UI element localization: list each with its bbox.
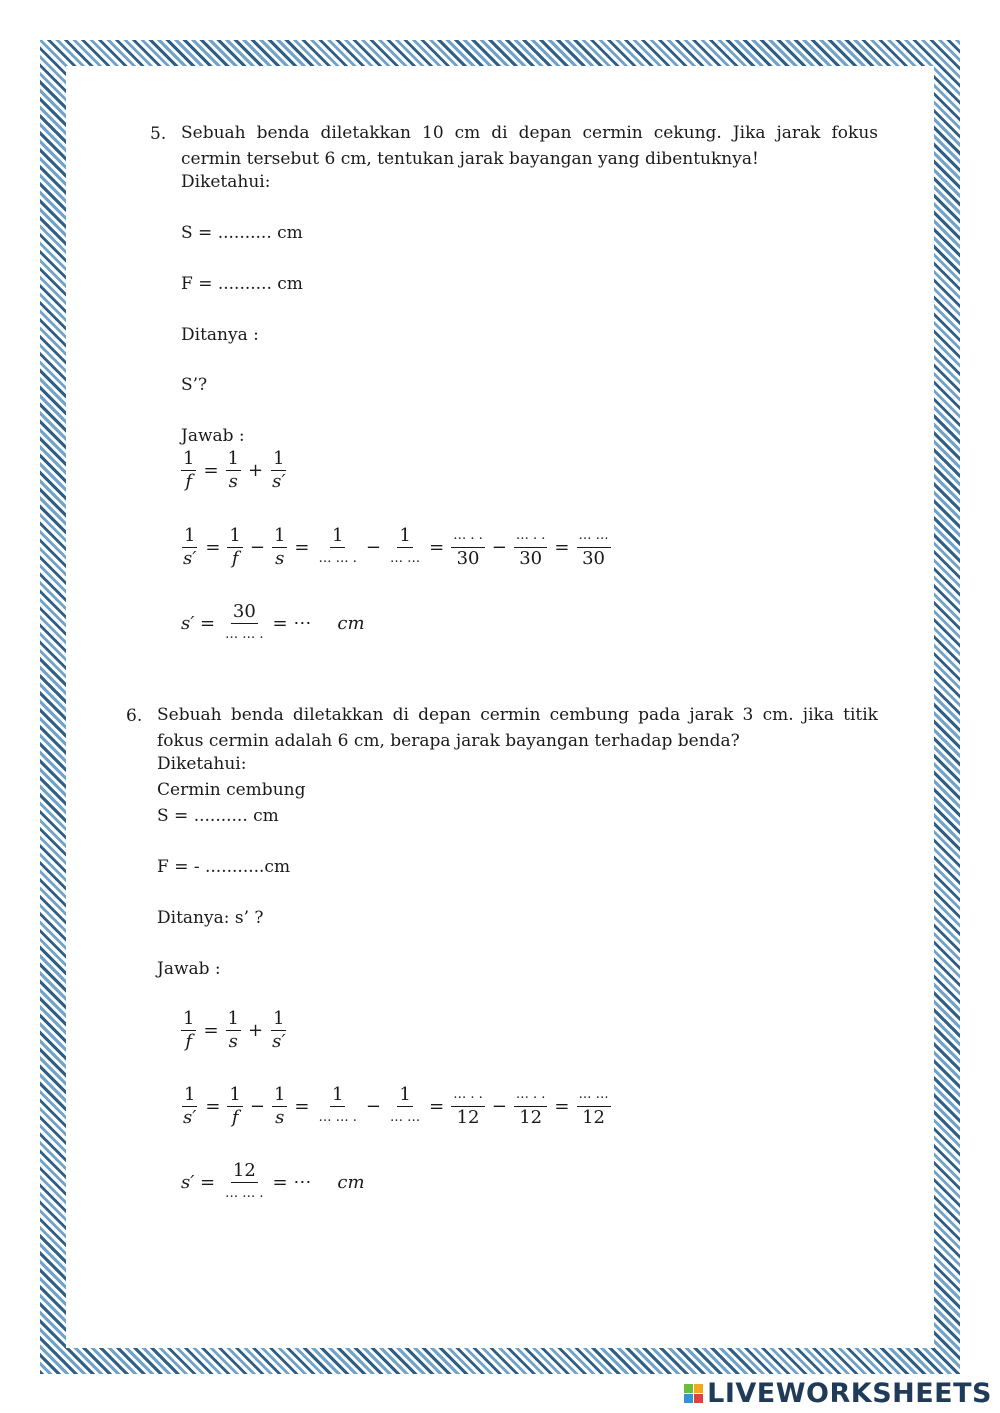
q6-lens-formula: $\frac{1}{f}$ = $\frac{1}{s}$ + $\frac{1}{s'}$ — [183, 1008, 286, 1052]
q6-s-field[interactable]: S = .......... cm — [157, 806, 279, 826]
q6-blank-a[interactable]: $\frac{1}{\dots \dots .}$ — [318, 1084, 357, 1125]
logo-text: LIVEWORKSHEETS — [707, 1378, 992, 1409]
q5-blank-a[interactable]: $\frac{1}{\dots \dots .}$ — [318, 525, 357, 566]
q6-blank-f[interactable]: $\frac{12}{\dots \dots .}$ — [225, 1160, 264, 1201]
q5-blank-c[interactable]: $\frac{\dots . .}{30}$ — [453, 528, 483, 569]
q5-asked-value: S’? — [181, 375, 208, 395]
q6-asked-line: Ditanya: s’ ? — [157, 908, 264, 928]
q5-lens-formula: $\frac{1}{f}$ = $\frac{1}{s}$ + $\frac{1}{s'}$ — [183, 448, 286, 492]
q6-blank-e[interactable]: $\frac{\dots \dots}{12}$ — [578, 1087, 609, 1128]
q6-result-blank[interactable]: = ⋯ — [272, 1172, 312, 1193]
q6-text: Sebuah benda diletakkan di depan cermin cembung pada jarak 3 cm. jika titik fokus cermin adalah 6 cm, berapa jarak bayangan terhadap benda? — [157, 705, 878, 751]
q6-blank-c[interactable]: $\frac{\dots . .}{12}$ — [453, 1087, 483, 1128]
q6-known-label: Diketahui: — [157, 754, 247, 774]
q5-text: Sebuah benda diletakkan 10 cm di depan cermin cekung. Jika jarak fokus cermin tersebut 6 cm, tentukan jarak bayangan yang dibentuknya! — [181, 123, 878, 169]
q5-blank-d[interactable]: $\frac{\dots . .}{30}$ — [515, 528, 546, 569]
q5-blank-b[interactable]: $\frac{1}{\dots \dots}$ — [390, 525, 421, 566]
q5-result-formula: s′ = $\frac{30}{\dots \dots .}$ = ⋯ cm — [181, 602, 365, 645]
q6-blank-d[interactable]: $\frac{\dots . .}{12}$ — [515, 1087, 546, 1128]
logo-badge-icon — [684, 1384, 703, 1403]
q5-f-field[interactable]: F = .......... cm — [181, 274, 303, 294]
q6-f-field[interactable]: F = - ...........cm — [157, 857, 291, 877]
q5-asked-label: Ditanya : — [181, 325, 259, 345]
q6-number: 6. — [126, 706, 143, 726]
q5-blank-e[interactable]: $\frac{\dots \dots}{30}$ — [578, 528, 609, 569]
q6-result-formula: s′ = $\frac{12}{\dots \dots .}$ = ⋯ cm — [181, 1161, 365, 1204]
q5-known-label: Diketahui: — [181, 172, 271, 192]
q5-number: 5. — [150, 124, 167, 144]
q6-blank-b[interactable]: $\frac{1}{\dots \dots}$ — [390, 1084, 421, 1125]
q5-blank-f[interactable]: $\frac{30}{\dots \dots .}$ — [225, 601, 264, 642]
q6-solution-formula: $\frac{1}{s'}$ = $\frac{1}{f}$ − $\frac{1}{s}$ = $\frac{1}{\dots \dots .}$ − $\frac{1}{\dots \dots}$ = $\frac{\dots . .}{12}$ − $\frac{\dots . .}{12}$ = $\frac{\dots \dots}{12}$ — [183, 1084, 609, 1128]
q5-answer-label: Jawab : — [181, 426, 245, 446]
q6-answer-label: Jawab : — [157, 959, 221, 979]
q5-result-blank[interactable]: = ⋯ — [272, 613, 312, 634]
q6-mirror-type: Cermin cembung — [157, 780, 306, 800]
q5-s-field[interactable]: S = .......... cm — [181, 223, 303, 243]
q5-solution-formula: $\frac{1}{s'}$ = $\frac{1}{f}$ − $\frac{1}{s}$ = $\frac{1}{\dots \dots .}$ − $\frac{1}{\dots \dots}$ = $\frac{\dots . .}{30}$ − $\frac{\dots . .}{30}$ = $\frac{\dots \dots}{30}$ — [183, 525, 609, 569]
liveworksheets-logo — [684, 1378, 992, 1409]
